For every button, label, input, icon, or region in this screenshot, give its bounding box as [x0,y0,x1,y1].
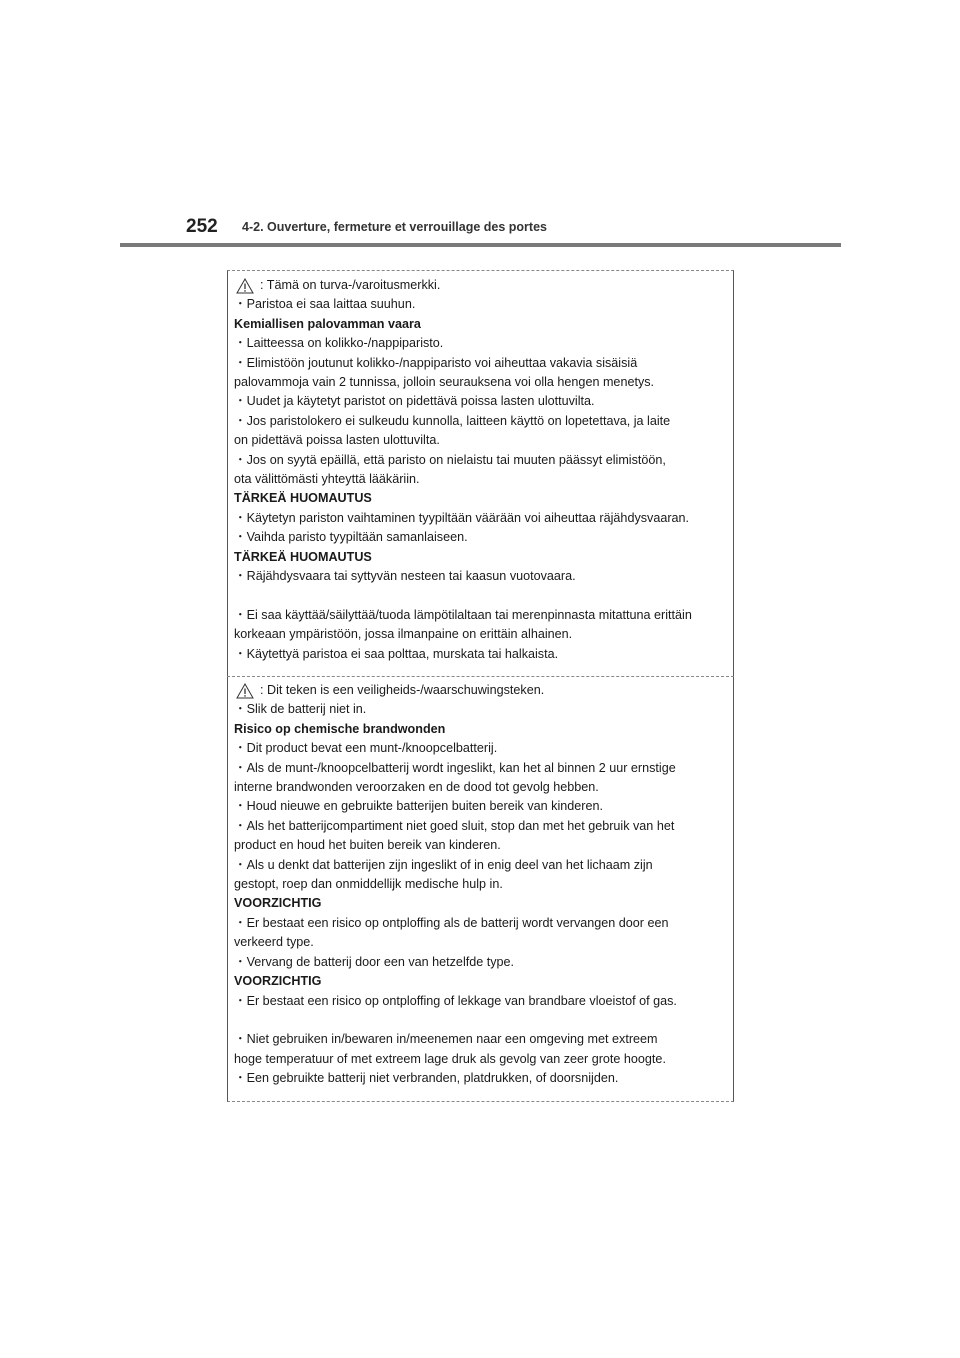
section-heading: VOORZICHTIG [234,974,322,989]
section-heading: VOORZICHTIG [234,896,322,911]
header-rule [120,243,841,247]
text-line: gestopt, roep dan onmiddellijk medische hulp in. [234,877,503,892]
blank-line [234,587,730,606]
text-line: ・Een gebruikte batterij niet verbranden, platdrukken, of doorsnijden. [234,1071,619,1086]
dutch-warning-label: : Dit teken is een veiligheids-/waarschuwingsteken. [260,683,545,697]
text-line: ・Als u denkt dat batterijen zijn ingeslikt of in enig deel van het lichaam zijn [234,857,653,872]
text-line: ・Vervang de batterij door een van hetzelfde type. [234,954,515,969]
finnish-warning-label: : Tämä on turva-/varoitusmerkki. [260,278,441,292]
text-line: hoge temperatuur of met extreem lage druk als gevolg van zeer grote hoogte. [234,1051,666,1066]
section-heading: TÄRKEÄ HUOMAUTUS [234,491,372,506]
section-heading: Risico op chemische brandwonden [234,721,446,736]
text-line: ・Paristoa ei saa laittaa suuhun. [234,297,416,312]
text-line: ・Vaihda paristo tyypiltään samanlaiseen. [234,530,468,545]
text-line: ・Jos paristolokero ei sulkeudu kunnolla, laitteen käyttö on lopetettava, ja laite [234,413,671,428]
text-line: ・Er bestaat een risico op ontploffing als de batterij wordt vervangen door een [234,915,669,930]
text-line: ・Käytetyn pariston vaihtaminen tyypiltään väärään voi aiheuttaa räjähdysvaaran. [234,510,690,525]
blank-line [234,1011,730,1030]
text-line: ・Als het batterijcompartiment niet goed sluit, stop dan met het gebruik van het [234,818,675,833]
text-line: ・Er bestaat een risico op ontploffing of lekkage van brandbare vloeistof of gas. [234,993,677,1008]
warning-triangle-icon [236,278,254,294]
text-line: ・Räjähdysvaara tai syttyvän nesteen tai kaasun vuotovaara. [234,569,576,584]
text-line: ・Houd nieuwe en gebruikte batterijen buiten bereik van kinderen. [234,799,603,814]
text-line: ・Käytettyä paristoa ei saa polttaa, murskata tai halkaista. [234,646,559,661]
text-line: ・Als de munt-/knoopcelbatterij wordt ingeslikt, kan het al binnen 2 uur ernstige [234,760,676,775]
dutch-warning-header [234,681,730,700]
text-line: korkeaan ympäristöön, jossa ilmanpaine on erittäin alhainen. [234,627,573,642]
text-line: palovammoja vain 2 tunnissa, jolloin seurauksena voi olla hengen menetys. [234,375,655,390]
text-line: ・Elimistöön joutunut kolikko-/nappiparisto voi aiheuttaa vakavia sisäisiä [234,355,638,370]
text-line: ・Niet gebruiken in/bewaren in/meenemen naar een omgeving met extreem [234,1032,658,1047]
finnish-warning-block [234,276,730,664]
text-line: ・Uudet ja käytetyt paristot on pidettävä poissa lasten ulottuvilta. [234,394,595,409]
finnish-warning-header [234,276,730,295]
text-line: on pidettävä poissa lasten ulottuvilta. [234,433,440,448]
section-heading: Kemiallisen palovamman vaara [234,316,421,331]
dutch-text-lines [234,700,730,1088]
text-line: ・Laitteessa on kolikko-/nappiparisto. [234,336,444,351]
warning-triangle-icon [236,683,254,699]
finnish-text-lines [234,295,730,664]
dutch-warning-block [234,681,730,1089]
text-line: ・Ei saa käyttää/säilyttää/tuoda lämpötilaltaan tai merenpinnasta mitattuna erittäin [234,607,692,622]
text-line: interne brandwonden veroorzaken en de dood tot gevolg hebben. [234,780,599,795]
language-divider [227,676,734,677]
text-line: ・Slik de batterij niet in. [234,702,367,717]
section-title: 4-2. Ouverture, fermeture et verrouillage des portes [242,220,547,234]
text-line: verkeerd type. [234,935,314,950]
text-line: ・Dit product bevat een munt-/knoopcelbatterij. [234,741,498,756]
text-line: product en houd het buiten bereik van kinderen. [234,838,501,853]
text-line: ota välittömästi yhteyttä lääkäriin. [234,472,420,487]
section-heading: TÄRKEÄ HUOMAUTUS [234,549,372,564]
page-number: 252 [186,216,218,237]
text-line: ・Jos on syytä epäillä, että paristo on nielaistu tai muuten päässyt elimistöön, [234,452,666,467]
